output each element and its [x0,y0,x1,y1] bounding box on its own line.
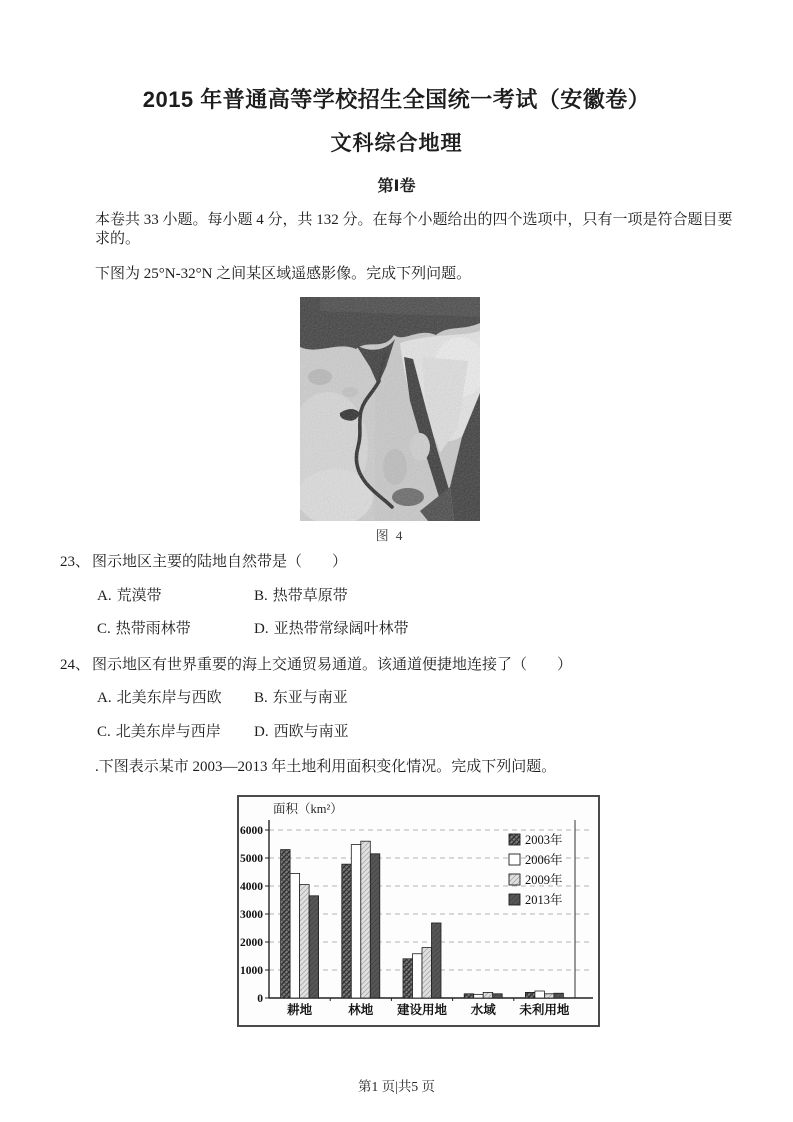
svg-text:未利用地: 未利用地 [519,1002,570,1017]
option-24-d[interactable]: D. 西欧与南亚 [254,723,349,740]
figure-caption: 图 4 [375,528,405,544]
question-24-options [97,689,733,742]
svg-text:2013年: 2013年 [525,892,563,907]
option-23-d[interactable]: D. 亚热带常绿阔叶林带 [254,621,409,638]
question-24-text: 图示地区有世界重要的海上交通贸易通道。该通道便捷地连接了（ ） [92,656,573,673]
question-24-number: 24、 [60,656,91,673]
svg-text:4000: 4000 [240,880,263,893]
land-use-chart-figure [237,795,600,1027]
question-23-options [97,587,733,640]
land-use-bar-chart [239,797,598,1025]
svg-text:0: 0 [257,992,263,1005]
satellite-figure [300,297,480,544]
option-23-a[interactable]: A. 荒漠带 [97,587,162,604]
svg-text:面积（km²）: 面积（km²） [273,801,343,816]
option-23-c[interactable]: C. 热带雨林带 [97,621,191,638]
page-subtitle: 文科综合地理 [330,131,463,155]
svg-text:5000: 5000 [240,852,263,865]
svg-text:6000: 6000 [240,824,263,837]
question-23-text: 图示地区主要的陆地自然带是（ ） [92,554,348,571]
option-23-b[interactable]: B. 热带草原带 [254,587,348,604]
page-title: 2015 年普通高等学校招生全国统一考试（安徽卷） [142,87,651,112]
question-23-stem [60,553,733,573]
svg-text:3000: 3000 [240,908,263,921]
chart-intro: .下图表示某市 2003—2013 年土地利用面积变化情况。完成下列问题。 [95,759,557,776]
satellite-image [300,297,480,521]
section-heading: 第Ⅰ卷 [377,177,416,195]
svg-text:1000: 1000 [240,964,263,977]
svg-text:建设用地: 建设用地 [396,1002,448,1017]
option-24-b[interactable]: B. 东亚与南亚 [254,690,348,707]
remote-sensing-intro: 下图为 25°N-32°N 之间某区域遥感影像。完成下列问题。 [95,266,472,283]
svg-text:2009年: 2009年 [525,872,563,887]
svg-text:林地: 林地 [348,1002,374,1017]
page-footer: 第1 页|共5 页 [358,1078,435,1094]
question-24-stem [60,656,733,676]
exam-instructions: 本卷共 33 小题。每小题 4 分，共 132 分。在每个小题给出的四个选项中，只有一项是符合题目要求的。 [95,211,733,247]
question-23-number: 23、 [60,554,91,571]
svg-text:水域: 水域 [470,1002,496,1017]
svg-text:耕地: 耕地 [287,1002,313,1017]
option-24-c[interactable]: C. 北美东岸与西岸 [97,723,221,740]
question-23 [60,553,733,640]
option-24-a[interactable]: A. 北美东岸与西欧 [97,690,222,707]
question-24 [60,656,733,743]
svg-text:2006年: 2006年 [525,852,563,867]
svg-text:2000: 2000 [240,936,263,949]
svg-text:2003年: 2003年 [525,832,563,847]
